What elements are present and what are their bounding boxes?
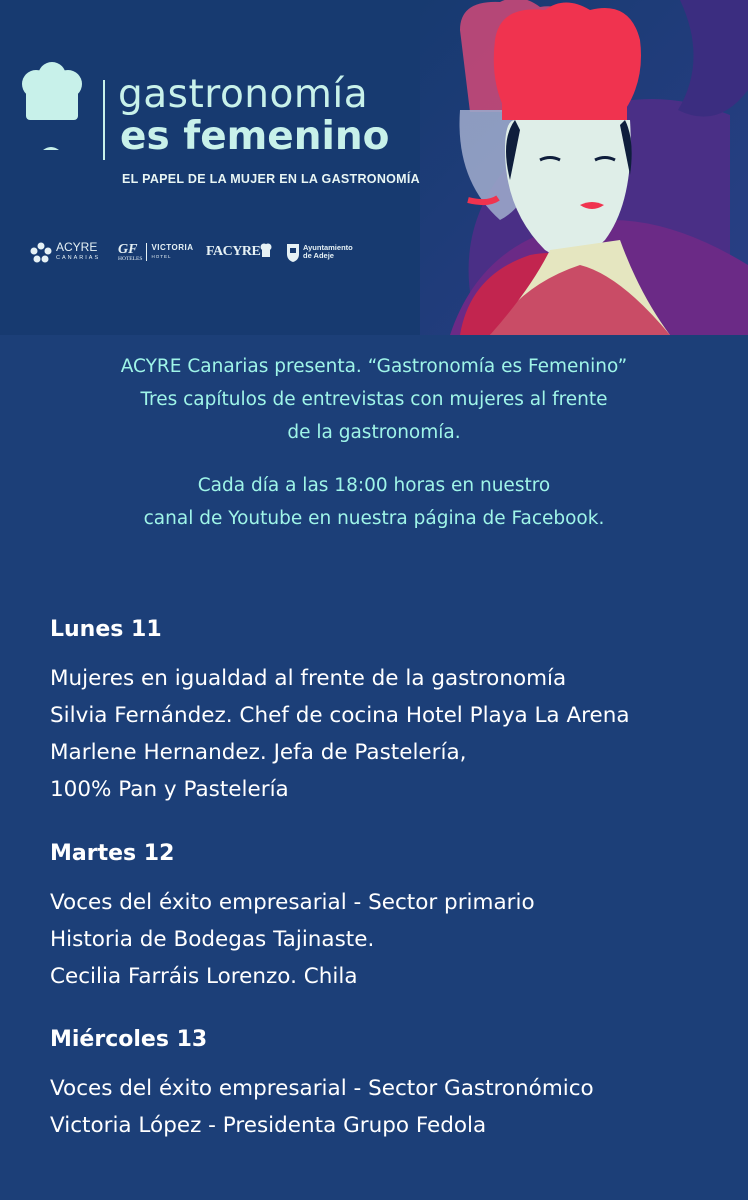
day-block [50,610,630,808]
women-chefs-illustration [420,0,748,335]
list-item: Voces del éxito empresarial - Sector primario [50,890,535,915]
adeje-logo [286,242,353,262]
list-item: Mujeres en igualdad al frente de la gastronomía [50,666,567,691]
adeje-line1: Ayuntamiento [303,243,353,252]
acyre-sub-text: CANARIAS [56,255,101,261]
day-title: Miércoles 13 [50,1027,208,1052]
event-intro [0,350,748,535]
victoria-sub-text: HOTEL [151,254,172,259]
acyre-logo [30,242,100,264]
day-items [50,1070,594,1144]
list-item: Marlene Hernandez. Jefa de Pastelería, [50,740,467,765]
chef-hat-logo-icon [16,62,86,162]
day-title: Martes 12 [50,841,175,866]
sponsor-logos [30,242,370,276]
facyre-logo [206,242,272,262]
victoria-text: VICTORIA [151,243,194,252]
list-item: Historia de Bodegas Tajinaste. [50,927,375,952]
day-items [50,884,535,995]
list-item: Voces del éxito empresarial - Sector Gastronómico [50,1076,594,1101]
list-item: 100% Pan y Pastelería [50,777,289,802]
list-item: Victoria López - Presidenta Grupo Fedola [50,1113,487,1138]
day-title: Lunes 11 [50,617,162,642]
intro-line: Cada día a las 18:00 horas en nuestro [197,475,551,496]
gf-text: GF [118,242,138,257]
list-item: Silvia Fernández. Chef de cocina Hotel Playa La Arena [50,703,630,728]
adeje-line2: de Adeje [303,251,334,260]
event-header [0,0,748,335]
intro-line: ACYRE Canarias presenta. “Gastronomía es Femenino” [120,356,628,377]
intro-line: de la gastronomía. [287,422,461,443]
flower-icon [30,242,52,264]
logo-separator [146,243,147,261]
intro-line: Tres capítulos de entrevistas con mujeres al frente [140,389,608,410]
chef-hat-small-icon [260,242,272,262]
brand-title-line1: gastronomía [118,72,369,117]
brand-divider [103,80,105,160]
tagline: EL PAPEL DE LA MUJER EN LA GASTRONOMÍA [122,172,420,186]
facyre-text: FACYRE [206,244,261,259]
intro-line: canal de Youtube en nuestra página de Facebook. [143,508,605,529]
day-block [50,1020,594,1144]
gf-victoria-logo [118,242,194,262]
day-block [50,834,535,995]
day-items [50,660,630,808]
list-item: Cecilia Farráis Lorenzo. Chila [50,964,358,989]
brand-title-line2: es femenino [120,114,390,159]
gf-sub-text: HOTELES [118,256,143,262]
coat-of-arms-icon [286,242,300,262]
acyre-text: ACYRE [56,240,98,254]
